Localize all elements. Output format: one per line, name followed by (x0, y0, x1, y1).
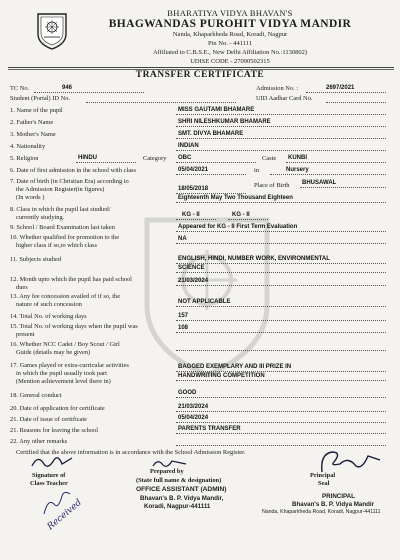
row-2-label: 2. Father's Name (10, 119, 54, 126)
row-12-label: 12. Month upto which the pupil has paid school (10, 276, 132, 283)
handwritten-received-note: Received (45, 497, 84, 533)
row-16-label: 16. Whether NCC Cadet / Boy Scout / Girl (10, 341, 120, 348)
row-4-label: 4. Nationality (10, 143, 46, 150)
admission-no-label: Admission No. : (256, 85, 299, 92)
student-id-label: Student (Portal) ID No. (10, 95, 70, 102)
footer-mid-label-2: (State full name & designation) (136, 477, 222, 484)
row-17-label: 17. Games played or extra-curricular activities (10, 362, 129, 369)
row-13-label: 13. Any fee concession availed of if so, the (10, 293, 121, 300)
row-5-label: 5. Religion (10, 155, 39, 162)
footer-left-label-1: Signature of (32, 472, 66, 479)
row-3-label: 3. Mother's Name (10, 131, 56, 138)
row-8-value: KG - II (182, 212, 200, 218)
row-11-label: 11. Subjects studied (10, 256, 62, 263)
row-5-category-value: OBC (178, 155, 192, 161)
row-12-value: 21/03/2024 (178, 278, 209, 284)
row-4-value: INDIAN (178, 143, 199, 149)
tc-no-label: TC No. (10, 85, 30, 92)
row-1-value: MISS GAUTAMI BHAMARE (178, 107, 255, 113)
handwritten-initials (40, 488, 74, 518)
row-10-value: NA (178, 236, 187, 242)
row-20-label: 20. Date of application for certificate (10, 405, 105, 412)
row-7-dob-figures: 18/05/2018 (178, 186, 209, 192)
row-15-label: 15. Total No. of working days when the pupil was (10, 323, 138, 330)
row-5-category-label: Category (143, 155, 167, 162)
watermark-emblem-icon (132, 210, 282, 380)
row-11-value-b: SCIENCE (178, 265, 205, 271)
row-15-value: 108 (178, 325, 189, 331)
row-6-in-label: in (254, 167, 259, 174)
row-8-label: 8. Class in which the pupil last studied/ (10, 206, 111, 213)
footer-right-label-2: Seal (318, 480, 330, 487)
office-stamp-line-3: Koradi, Nagpur-441111 (144, 503, 211, 510)
row-reasons-label: 21. Reasons for leaving the school (10, 427, 99, 434)
footer-left-label-2: Class Teacher (30, 480, 68, 487)
row-9-value: Appeared for KG - II First Term Evaluation (178, 224, 298, 230)
row-18-label: 18. General conduct (10, 392, 62, 399)
row-5-caste-label: Caste (262, 155, 277, 162)
row-14-label: 14. Total No. of working days (10, 313, 87, 320)
principal-stamp-line-3: Nanda, Khaparkheda Road, Koradi, Nagpur-441111 (262, 509, 381, 515)
row-7-label-c: (In words ) (16, 194, 45, 201)
row-11-value: ENGLISH, HINDI, NUMBER WORK, ENVIRONMENTAL (178, 256, 330, 262)
row-20-value: 21/03/2024 (178, 404, 209, 410)
row-21-value: 05/04/2024 (178, 415, 209, 421)
row-12-label-b: dues (16, 284, 28, 291)
office-stamp-title: OFFICE ASSISTANT (ADMIN) (136, 486, 227, 493)
row-6-label: 6. Date of first admission in the school with class (10, 167, 137, 174)
row-18-value: GOOD (178, 390, 197, 396)
row-7-place-value: BHUSAWAL (302, 180, 337, 186)
society-name: BHARATIYA VIDYA BHAVAN'S (167, 8, 293, 18)
row-22-label: 22. Any other remarks (10, 438, 68, 445)
admission-no-value: 2697/2021 (326, 85, 355, 91)
certification-statement: Certified that the above information is in accordance with the School Admission Register. (16, 449, 246, 456)
class-teacher-signature (28, 452, 78, 472)
row-7-dob-words: Eighteenth May Two Thousand Eighteen (178, 195, 293, 201)
row-3-value: SMT. DIVYA BHAMARE (178, 131, 244, 137)
row-13-label-b: nature of such concession (16, 301, 82, 308)
footer-mid-label-1: Prepared by (150, 468, 184, 475)
row-1-label: 1. Name of the pupil (10, 107, 63, 114)
row-10-label: 10. Whether qualified for promotion to the (10, 234, 120, 241)
row-7-label-b: the Admission Register(in figures) (16, 186, 105, 193)
row-reasons-value: PARENTS TRANSFER (178, 426, 241, 432)
principal-stamp-line-2: Bhavan's B. P. Vidya Mandir (292, 501, 375, 508)
footer-right-label-1: Principal (310, 472, 336, 479)
row-2-value: SHRI NILESHKUMAR BHAMARE (178, 119, 271, 125)
affiliation: Affiliated to C.B.S.E., New Delhi Affiliation No.:1130802) (152, 49, 308, 56)
row-9-label: 9. School / Board Examination last taken (10, 224, 115, 231)
row-6-value: 05/04/2021 (178, 167, 209, 173)
row-5-caste-value: KUNBI (288, 155, 307, 161)
school-pin: Pin No. - 441111 (207, 40, 253, 47)
row-21-label: 21. Date of issue of certificate (10, 416, 88, 423)
row-17-value-b: HANDWRITING COMPETITION (178, 373, 265, 379)
uid-label: UID Aadhar Card No. (256, 95, 313, 102)
row-6-class-value: Nursery (286, 167, 309, 173)
row-17-label-c: (Mention achievement level there in) (16, 378, 111, 385)
row-8-label-b: currently studying. (16, 214, 65, 221)
row-10-label-b: higher class if so,to which class (16, 242, 97, 249)
udise-code: UDISE CODE - 27090502315 (190, 58, 270, 65)
school-name: BHAGWANDAS PUROHIT VIDYA MANDIR (108, 18, 352, 30)
row-8-value-b: KG - II (232, 212, 250, 218)
header-divider (8, 67, 394, 68)
row-7-label: 7. Date of birth (in Christian Era) according to (10, 178, 129, 185)
document-title: TRANSFER CERTIFICATE (135, 70, 265, 80)
row-13-value: NOT APPLICABLE (178, 299, 231, 305)
school-emblem-icon (34, 10, 70, 50)
row-14-value: 157 (178, 313, 189, 319)
principal-stamp-title: PRINCIPAL (322, 493, 355, 500)
row-16-label-b: Guide (details may be given) (16, 349, 91, 356)
school-address: Nanda, Khaparkheda Road, Koradi, Nagpur (172, 31, 288, 38)
row-17-value: BAGGED EXEMPLARY AND III PRIZE IN (178, 364, 292, 370)
row-5-value: HINDU (78, 155, 97, 161)
row-15-label-b: present (16, 331, 35, 338)
row-7-place-label: Place of Birth (254, 182, 290, 189)
tc-no-value: 946 (62, 85, 73, 91)
row-17-label-b: in which the pupil usually took part (16, 370, 107, 377)
office-stamp-line-2: Bhavan's B. P. Vidya Mandir, (140, 495, 224, 502)
